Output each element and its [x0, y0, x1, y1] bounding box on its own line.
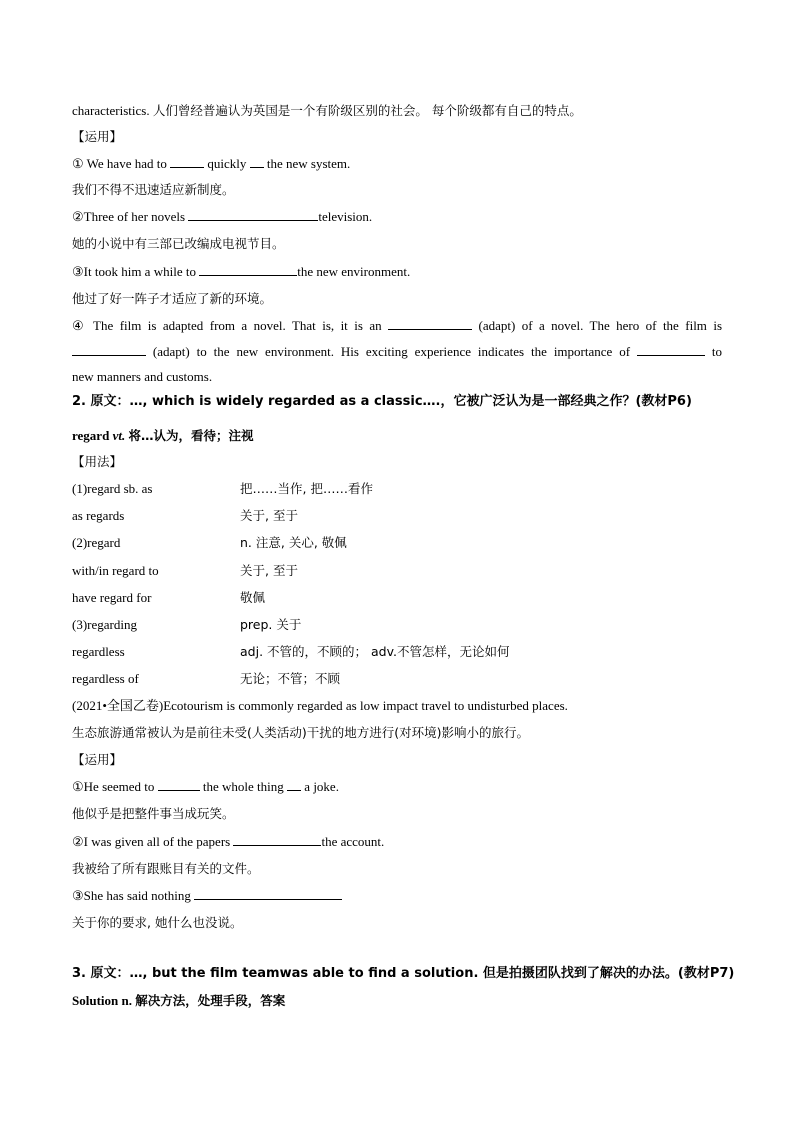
section2-title: 2. 原文：…, which is widely regarded as a classic….，它被广泛认为是一部经典之作？(教材P6) [72, 394, 692, 409]
practice-heading: 【运用】 [72, 129, 123, 144]
practice2-q2 [72, 833, 384, 851]
p3-translation: 关于你的要求, 她什么也没说。 [72, 915, 243, 930]
usage-row [72, 534, 347, 552]
p1-blank-1[interactable] [158, 778, 200, 791]
intro-line [72, 102, 582, 120]
usage-definition: prep. 关于 [240, 617, 302, 632]
q1-number: ① [72, 156, 84, 171]
q1-text-b: quickly [207, 156, 247, 171]
usage-term: regardless [72, 644, 125, 659]
usage-term: (3)regarding [72, 617, 137, 632]
q4-text-a: The film is adapted from a novel. That is, it is an [93, 318, 382, 333]
usage-row [72, 616, 302, 634]
q2-blank[interactable] [188, 208, 318, 221]
usage-heading: 【用法】 [72, 454, 123, 469]
p1-blank-2[interactable] [287, 778, 301, 791]
p1-text-b: the whole thing [202, 779, 284, 794]
usage-term: have regard for [72, 590, 152, 605]
q2-translation: 她的小说中有三部已改编成电视节目。 [72, 236, 285, 251]
q1-text-a: We have had to [86, 156, 167, 171]
example-zh: 生态旅游通常被认为是前往未受(人类活动)干扰的地方进行(对环境)影响小的旅行。 [72, 725, 530, 740]
usage-row [72, 507, 298, 525]
usage-definition: 关于, 至于 [240, 508, 298, 523]
p2-text-a: ②I was given all of the papers [72, 834, 231, 849]
usage-definition: 无论；不管；不顾 [240, 671, 341, 686]
headword-meaning: 解决方法，处理手段，答案 [135, 993, 286, 1008]
practice1-q1 [72, 155, 350, 173]
q4-text-d: to [711, 344, 723, 359]
usage-definition: n. 注意, 关心, 敬佩 [240, 535, 347, 550]
practice1-q2 [72, 208, 372, 226]
q4-blank-3[interactable] [637, 343, 705, 356]
q2-text-a: ②Three of her novels [72, 209, 186, 224]
usage-definition: 关于, 至于 [240, 563, 298, 578]
usage-row [72, 643, 510, 661]
section3-title: 3. 原文：…, but the film teamwas able to find a solution. 但是拍摄团队找到了解决的办法。(教材P7) [72, 966, 735, 981]
q1-blank-2[interactable] [250, 155, 264, 168]
usage-definition: 把……当作, 把……看作 [240, 481, 373, 496]
section3-definition [72, 992, 285, 1010]
practice1-q4-line3: new manners and customs. [72, 369, 213, 384]
section2-definition [72, 427, 253, 445]
q2-text-b: television. [318, 209, 373, 224]
practice1-q3 [72, 263, 410, 281]
q4-text-b: (adapt) of a novel. The hero of the film is [478, 318, 723, 333]
usage-row [72, 589, 266, 607]
q4-text-c: (adapt) to the new environment. His exciting experience indicates the importance of [152, 344, 631, 359]
usage-row [72, 480, 373, 498]
usage-definition: adj. 不管的，不顾的； adv.不管怎样，无论如何 [240, 644, 510, 659]
p1-text-c: a joke. [304, 779, 339, 794]
intro-en: characteristics. [72, 103, 150, 118]
practice1-q4-line2 [72, 343, 722, 361]
usage-row [72, 562, 298, 580]
p3-text-a: ③She has said nothing [72, 888, 191, 903]
q1-text-c: the new system. [266, 156, 351, 171]
practice1-q4-line1 [72, 317, 722, 335]
usage-row [72, 670, 341, 688]
usage-term: regardless of [72, 671, 139, 686]
usage-term: with/in regard to [72, 563, 159, 578]
q3-text-a: ③It took him a while to [72, 264, 196, 279]
q3-translation: 他过了好一阵子才适应了新的环境。 [72, 291, 273, 306]
intro-zh: 人们曾经普遍认为英国是一个有阶级区别的社会。 每个阶级都有自己的特点。 [152, 103, 582, 118]
practice2-heading: 【运用】 [72, 752, 123, 767]
headword: regard [72, 428, 110, 443]
q3-blank[interactable] [199, 263, 297, 276]
headword-meaning: 将…认为，看待；注视 [128, 428, 254, 443]
q3-text-b: the new environment. [297, 264, 411, 279]
q4-blank-2[interactable] [72, 343, 146, 356]
p1-translation: 他似乎是把整件事当成玩笑。 [72, 806, 235, 821]
practice2-q3 [72, 887, 342, 905]
p3-blank[interactable] [194, 887, 342, 900]
q1-blank-1[interactable] [170, 155, 204, 168]
example-en: (2021•全国乙卷)Ecotourism is commonly regarded as low impact travel to undisturbed places. [72, 698, 568, 713]
practice2-q1 [72, 778, 339, 796]
usage-definition: 敬佩 [240, 590, 266, 605]
p1-text-a: ①He seemed to [72, 779, 155, 794]
q4-number: ④ [72, 318, 87, 333]
part-of-speech: vt. [112, 428, 126, 443]
q4-blank-1[interactable] [388, 317, 472, 330]
p2-translation: 我被给了所有跟账目有关的文件。 [72, 861, 260, 876]
p2-text-b: the account. [321, 834, 385, 849]
p2-blank[interactable] [233, 833, 321, 846]
q1-translation: 我们不得不迅速适应新制度。 [72, 182, 235, 197]
usage-term: (1)regard sb. as [72, 481, 153, 496]
usage-term: (2)regard [72, 535, 121, 550]
headword: Solution n. [72, 993, 132, 1008]
usage-term: as regards [72, 508, 125, 523]
